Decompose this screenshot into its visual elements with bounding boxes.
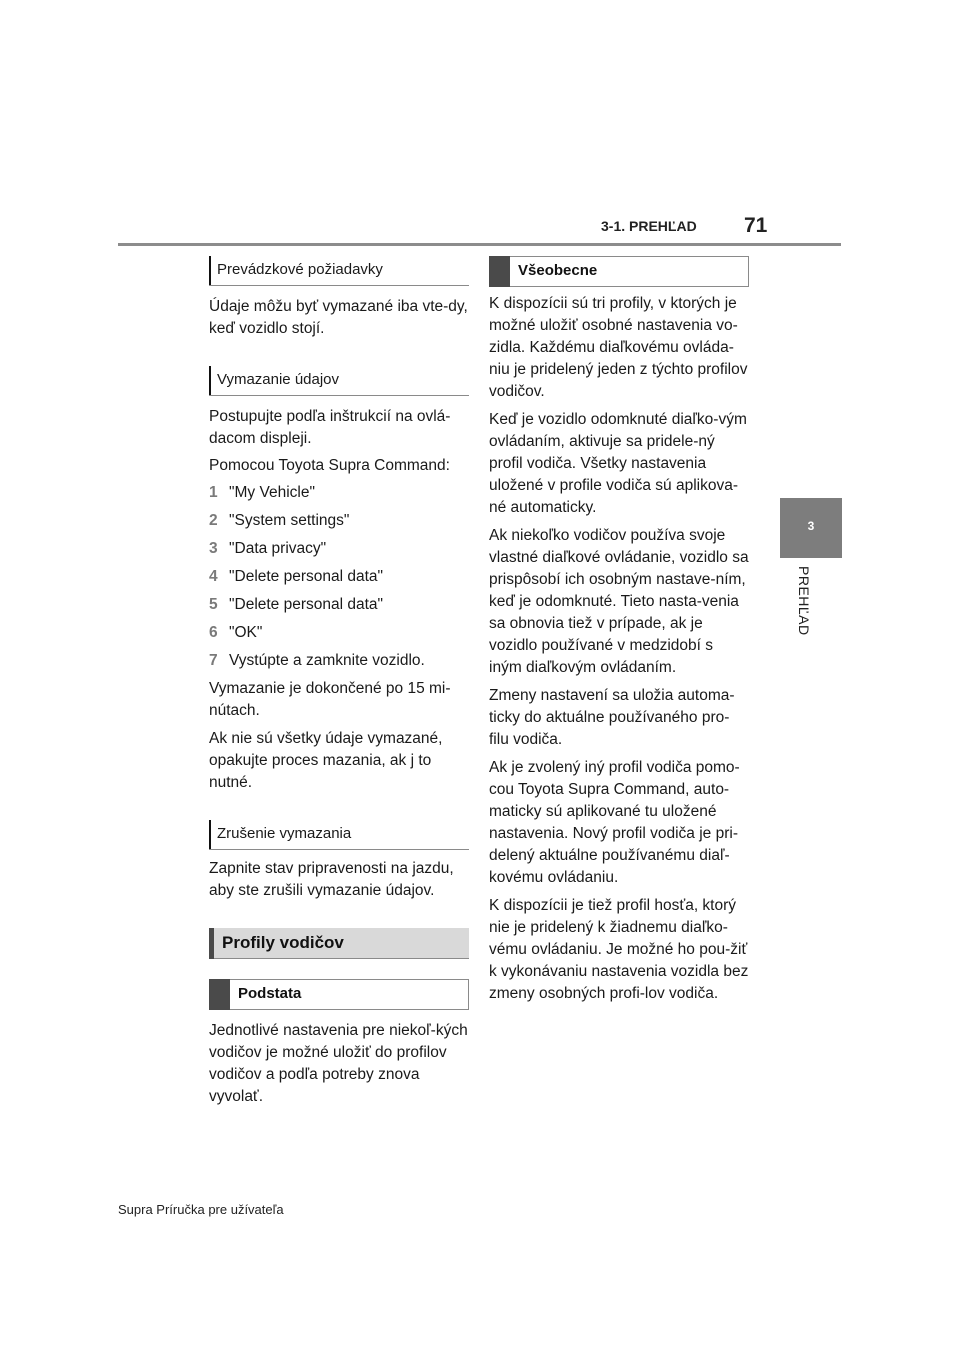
step-number: 6 xyxy=(209,624,218,641)
step-number: 2 xyxy=(209,512,218,529)
step-number: 7 xyxy=(209,652,218,669)
paragraph-delete-4: Ak nie sú všetky údaje vymazané, opakujte proces mazania, ak j to nutné. xyxy=(209,730,443,791)
section-title: 3-1. PREHĽAD xyxy=(601,218,697,234)
step-item xyxy=(209,650,469,672)
step-number: 3 xyxy=(209,540,218,557)
step-text: "My Vehicle" xyxy=(229,484,315,501)
paragraph-general-4: Zmeny nastavení sa uložia automa-ticky do aktuálne používaného pro-filu vodiča. xyxy=(489,687,735,748)
heading-delete-data: Vymazanie údajov xyxy=(209,366,469,396)
paragraph-cancel: Zapnite stav pripravenosti na jazdu, aby ste zrušili vymazanie údajov. xyxy=(209,860,454,899)
step-number: 5 xyxy=(209,596,218,613)
footer-manual-title: Supra Príručka pre užívateľa xyxy=(118,1202,284,1217)
heading-principle: Podstata xyxy=(209,979,469,1010)
paragraph-delete-1: Postupujte podľa inštrukcií na ovlá-dacom displeji. xyxy=(209,408,451,447)
paragraph-delete-2: Pomocou Toyota Supra Command: xyxy=(209,457,450,474)
page-number: 71 xyxy=(744,214,768,237)
header-divider xyxy=(118,243,841,246)
paragraph-delete-3: Vymazanie je dokončené po 15 mi-nútach. xyxy=(209,680,451,719)
step-item xyxy=(209,622,469,644)
paragraph-general-5: Ak je zvolený iný profil vodiča pomo-cou Toyota Supra Command, auto-maticky sú aplikované tu uložené nastavenia. Nový profil vodiča je pri-delený aktuálne používanému diaľ-kovému ovládaniu. xyxy=(489,759,740,886)
step-text: Vystúpte a zamknite vozidlo. xyxy=(229,652,425,669)
step-text: "OK" xyxy=(229,624,263,641)
heading-general: Všeobecne xyxy=(489,256,749,287)
step-number: 1 xyxy=(209,484,218,501)
step-text: "Delete personal data" xyxy=(229,596,384,613)
step-item xyxy=(209,482,469,504)
step-text: "Delete personal data" xyxy=(229,568,384,585)
left-column xyxy=(209,256,469,1108)
heading-operating-requirements: Prevádzkové požiadavky xyxy=(209,256,469,286)
step-item xyxy=(209,510,469,532)
chapter-label: PREHĽAD xyxy=(796,566,812,636)
step-item xyxy=(209,594,469,616)
paragraph-general-2: Keď je vozidlo odomknuté diaľko-vým ovládaním, aktivuje sa pridele-ný profil vodiča. Všetky nastavenia uložené v profile vodiča sú aplikova-né automaticky. xyxy=(489,411,747,516)
step-item xyxy=(209,566,469,588)
paragraph-general-6: K dispozícii je tiež profil hosťa, ktorý nie je pridelený k žiadnemu diaľko-vému ovládaniu. Je možné ho pou-žiť k vykonávaniu nastavenia vozidla bez zmeny osobných profi-lov vodiča. xyxy=(489,897,749,1002)
step-text: "System settings" xyxy=(229,512,350,529)
right-column xyxy=(489,256,749,1005)
heading-driver-profiles: Profily vodičov xyxy=(209,928,469,959)
step-item xyxy=(209,538,469,560)
paragraph-operating: Údaje môžu byť vymazané iba vte-dy, keď vozidlo stojí. xyxy=(209,298,468,337)
step-number: 4 xyxy=(209,568,218,585)
steps-list xyxy=(209,482,469,672)
paragraph-principle: Jednotlivé nastavenia pre niekoľ-kých vodičov je možné uložiť do profilov vodičov a podľa potreby znova vyvolať. xyxy=(209,1022,468,1105)
step-text: "Data privacy" xyxy=(229,540,327,557)
paragraph-general-3: Ak niekoľko vodičov používa svoje vlastné diaľkové ovládanie, vozidlo sa prispôsobí ich osobným nastave-ním, keď je odomknuté. Tieto nasta-venia sa obnovia tiež v prípade, ak je vozidlo používané v medzidobí s iným diaľkovým ovládaním. xyxy=(489,527,749,676)
heading-cancel-delete: Zrušenie vymazania xyxy=(209,820,469,850)
chapter-tab: 3 xyxy=(780,498,842,558)
paragraph-general-1: K dispozícii sú tri profily, v ktorých je možné uložiť osobné nastavenia vo-zidla. Každému diaľkovému ovláda-niu je pridelený jeden z týchto profilov vodičov. xyxy=(489,295,748,400)
